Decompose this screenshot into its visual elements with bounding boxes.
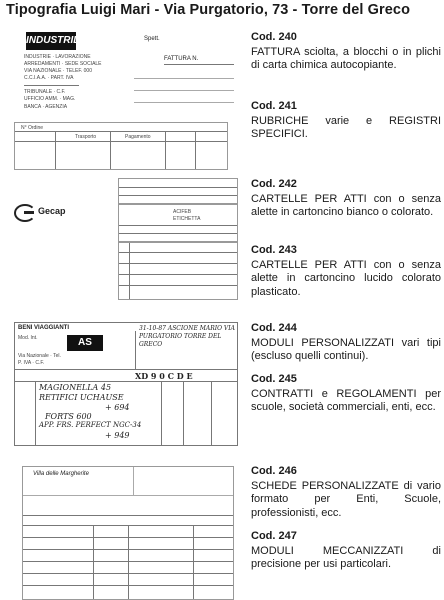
invoice-number-label: FATTURA N. <box>164 56 199 62</box>
module-heading: BENI VIAGGIANTI <box>18 325 70 331</box>
catalog-description: CONTRATTI e REGOLAMENTI per scuole, società commerciali, enti, ecc. <box>251 387 441 413</box>
folder-brand: Gecap <box>38 206 66 216</box>
module-item: MAGIONELLA 45 <box>39 383 112 392</box>
page-title: Tipografia Luigi Mari - Via Purgatorio, 73 - Torre del Greco <box>6 2 411 18</box>
module-number: XD 9 0 C D E <box>135 371 193 381</box>
module-sample: BENI VIAGGIANTI AS Mod. Int. Via Nazionale · Tel. P. IVA · C.F. 31-10-87 ASCIONE MARIO VIA PURGATORIO TORRE DEL GRECO XD 9 0 C D E MAGIONELLA 45 RETIFICI UCHAUSE + 694 FORTS 600 APP. FRS. PERFECT NGC-34 + 949 <box>14 322 238 446</box>
catalog-code: Cod. 245 <box>251 373 297 385</box>
catalog-entry <box>251 178 441 220</box>
module-item: + 949 <box>105 431 130 440</box>
catalog-code: Cod. 240 <box>251 31 297 43</box>
catalog-entry <box>251 100 441 142</box>
catalog-code: Cod. 247 <box>251 530 297 542</box>
catalog-entry <box>251 244 441 299</box>
catalog-description: CARTELLE PER ATTI con o senza alette in cartoncino lucido colorato plasticato. <box>251 258 441 298</box>
module-item: APP. FRS. PERFECT NGC-34 <box>39 421 142 429</box>
register-sample: N° Ordine Trasporto Pagamento <box>14 122 228 170</box>
catalog-entry <box>251 465 441 520</box>
form-title: Villa delle Margherite <box>33 471 89 477</box>
catalog-description: CARTELLE PER ATTI con o senza alette in cartoncino bianco o colorato. <box>251 192 441 218</box>
module-item: FORTS 600 <box>45 412 92 421</box>
catalog-entry <box>251 530 441 572</box>
catalog-code: Cod. 242 <box>251 178 297 190</box>
module-stamp: AS <box>67 335 103 351</box>
module-handwritten-note: 31-10-87 ASCIONE MARIO VIA PURGATORIO TORRE DEL GRECO <box>139 325 235 348</box>
catalog-description: FATTURA sciolta, a blocchi o in plichi di carta chimica autocopiante. <box>251 45 441 71</box>
catalog-code: Cod. 244 <box>251 322 297 334</box>
catalog-entry <box>251 373 441 415</box>
catalog-entry <box>251 322 441 364</box>
catalog-description: MODULI MECCANIZZATI di precisione per usi particolari. <box>251 544 441 570</box>
form-sample <box>22 466 234 600</box>
module-item: + 694 <box>105 403 130 412</box>
invoice-logo: INDUSTRIDI <box>26 32 76 50</box>
catalog-code: Cod. 243 <box>251 244 297 256</box>
catalog-description: SCHEDE PERSONALIZZATE di vario formato per Enti, Scuole, professionisti, ecc. <box>251 479 441 519</box>
catalog-entry <box>251 31 441 73</box>
catalog-code: Cod. 241 <box>251 100 297 112</box>
catalog-code: Cod. 246 <box>251 465 297 477</box>
module-item: RETIFICI UCHAUSE <box>39 393 124 402</box>
catalog-description: MODULI PERSONALIZZATI vari tipi (escluso quelli continui). <box>251 336 441 362</box>
invoice-sample: INDUSTRIDI INDUSTRIE · LAVORAZIONE ARREDAMENTI · SEDE SOCIALE VIA NAZIONALE · TELEF. 000 C.C.I.A.A. · PART. IVA TRIBUNALE · C.F. UFFICIO AMM. · MAG. BANCA · AGENZIA Spett. FATTURA N. <box>14 28 242 122</box>
catalog-description: RUBRICHE varie e REGISTRI SPECIFICI. <box>251 114 441 140</box>
folder-sample: Gecap ACIFEB ETICHETTA <box>14 178 236 300</box>
